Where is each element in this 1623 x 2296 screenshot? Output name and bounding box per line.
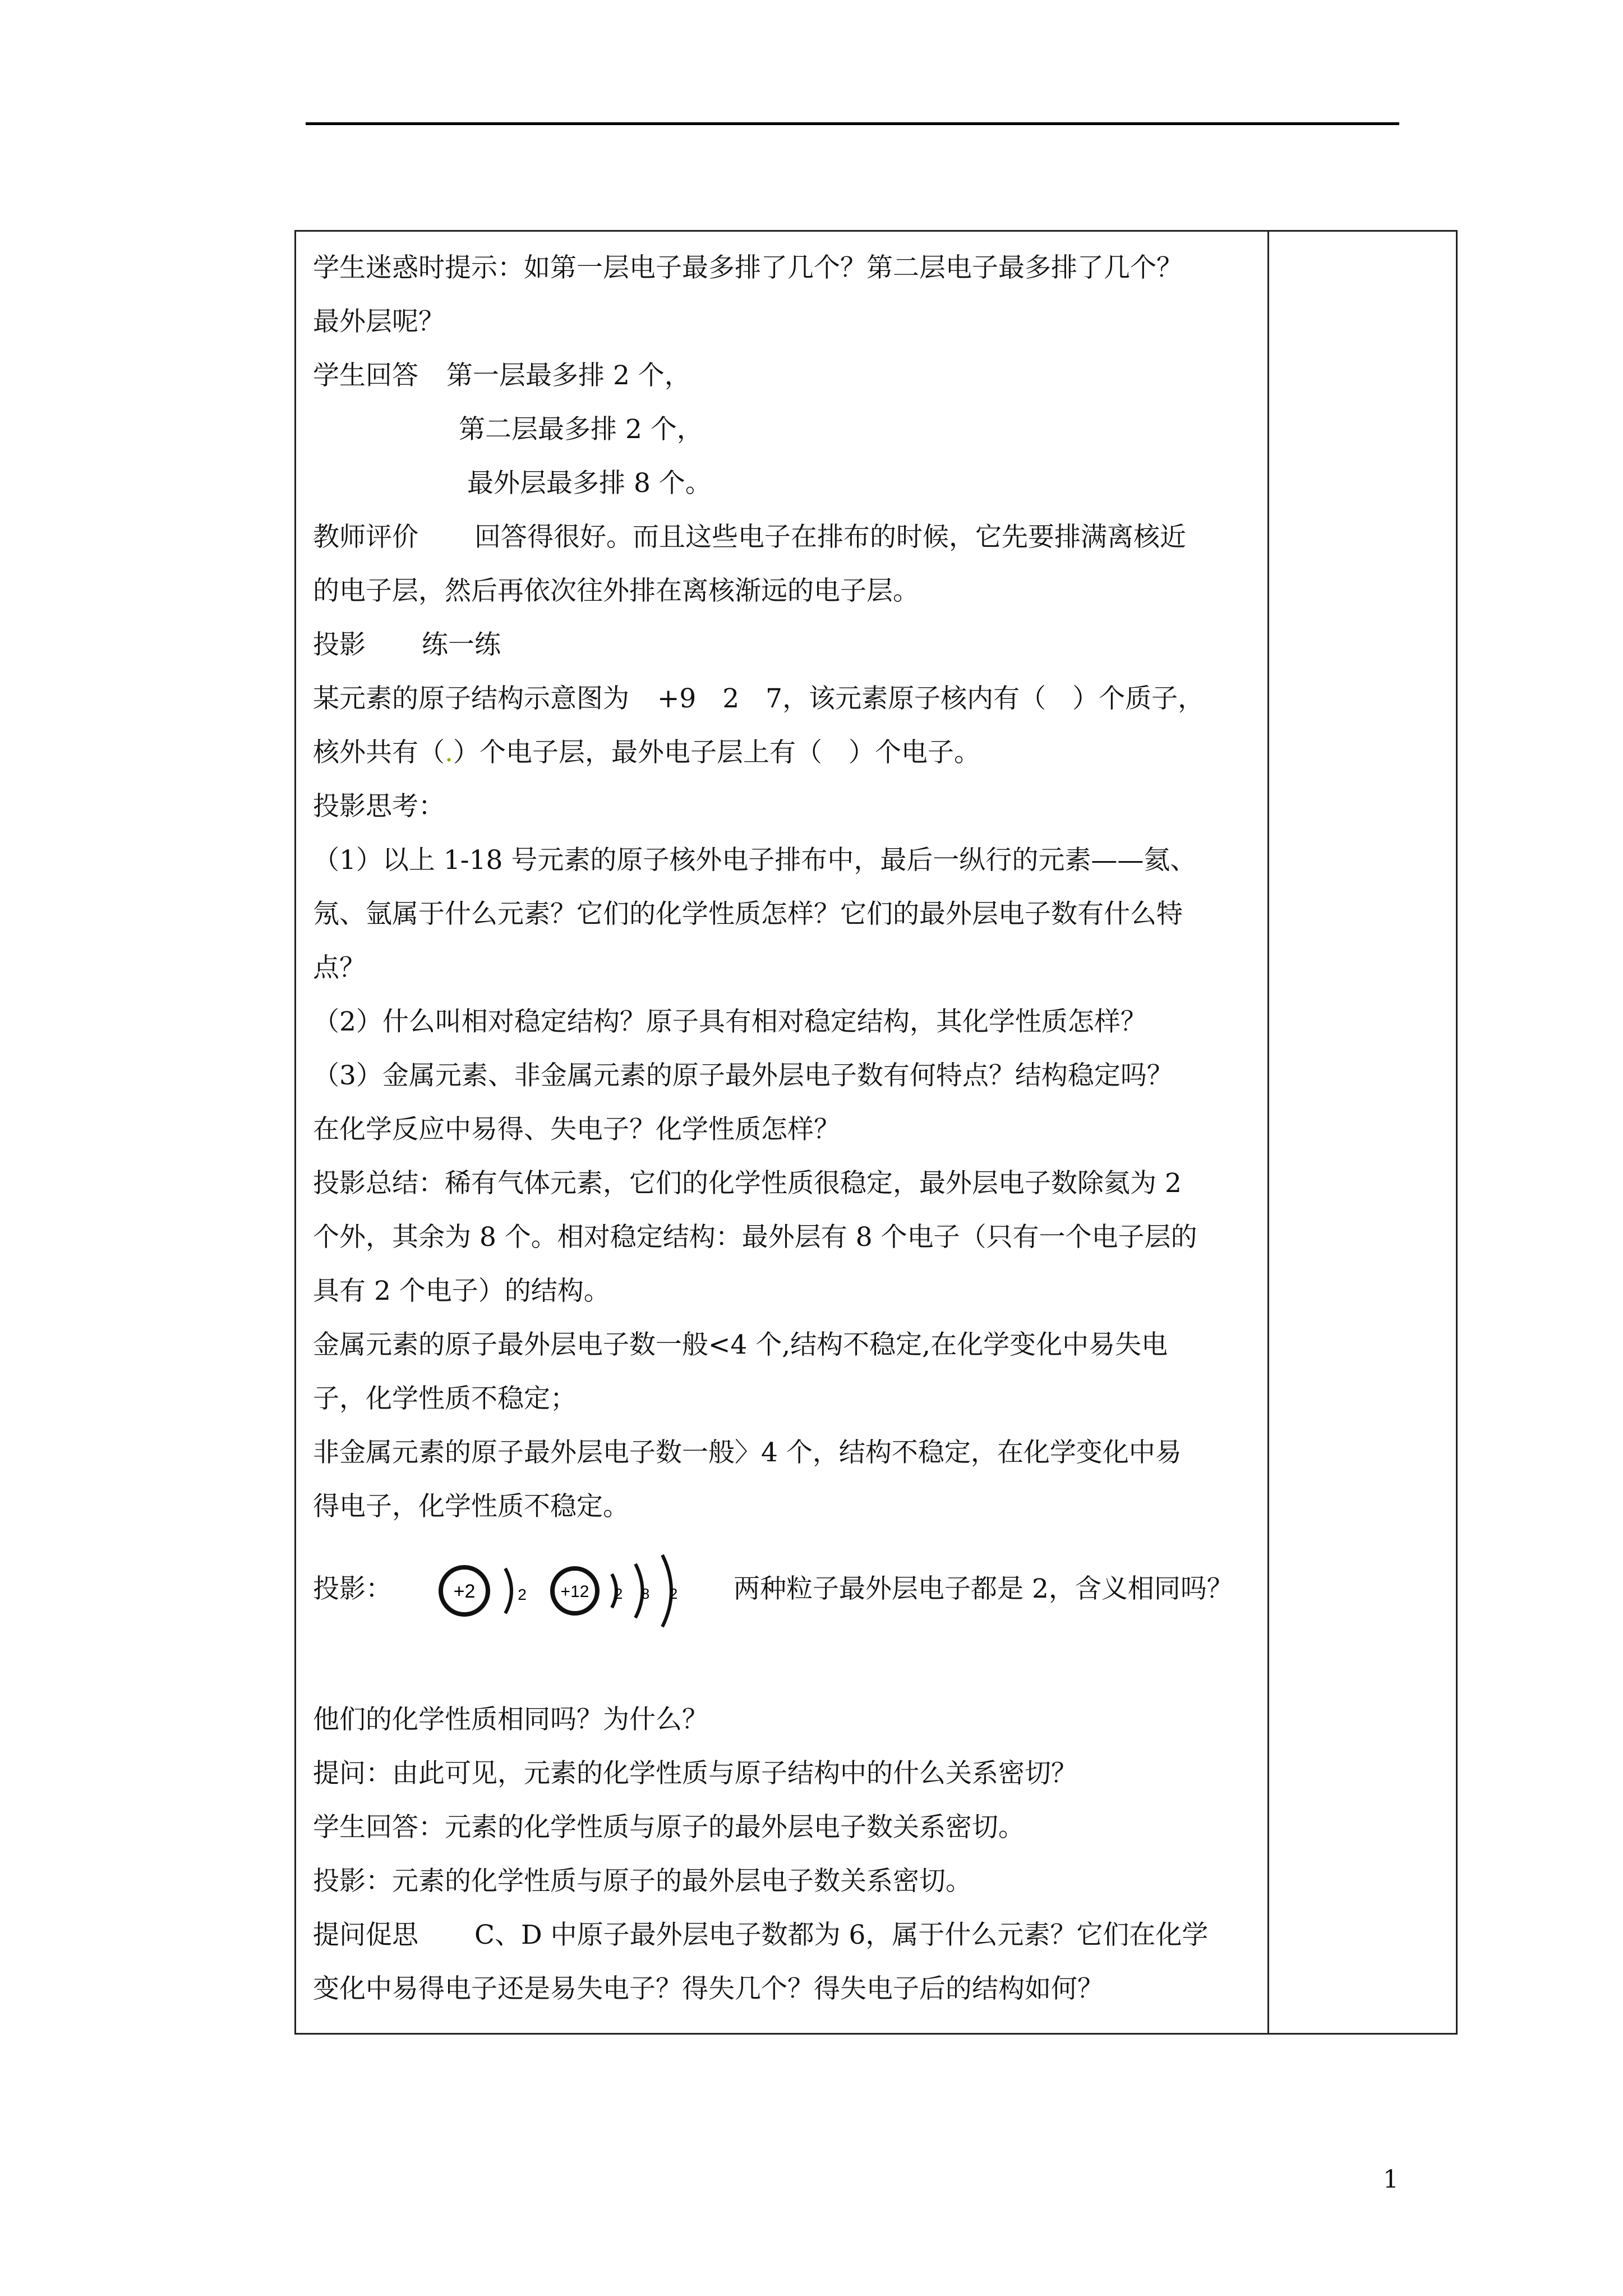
text-line: 最外层呢？	[313, 306, 445, 337]
text-line: 具有 2 个电子）的结构。	[313, 1276, 610, 1306]
question-text: 两种粒子最外层电子都是 2，含义相同吗？	[734, 1573, 1233, 1604]
lesson-content	[313, 241, 1261, 2016]
text-line: 学生回答：元素的化学性质与原子的最外层电子数关系密切。	[313, 1812, 1025, 1843]
text-line: 金属元素的原子最外层电子数一般<4 个,结构不稳定,在化学变化中易失电	[313, 1329, 1168, 1360]
text-line: 他们的化学性质相同吗？为什么？	[313, 1704, 708, 1735]
text-line: 提问：由此可见，元素的化学性质与原子结构中的什么关系密切？	[313, 1758, 1077, 1789]
text-line	[313, 349, 1261, 403]
comment-text: 回答得很好。而且这些电子在排布的时候，它先要排满离核近	[474, 522, 1186, 553]
text-line: 投影：元素的化学性质与原子的最外层电子数关系密切。	[313, 1866, 972, 1897]
text-line: 点？	[313, 953, 366, 983]
projection-diagram-line	[313, 1542, 1261, 1637]
projection-label: 投影：	[313, 1573, 392, 1604]
section-title: 练一练	[422, 629, 501, 660]
text-line: 学生迷惑时提示：如第一层电子最多排了几个？第二层电子最多排了几个？	[313, 252, 1183, 283]
text-line: 在化学反应中易得、失电子？化学性质怎样？	[313, 1114, 840, 1145]
text-line: （2）什么叫相对稳定结构？原子具有相对稳定结构，其化学性质怎样？	[313, 1006, 1147, 1037]
text-line: 非金属元素的原子最外层电子数一般〉4 个，结构不稳定，在化学变化中易	[313, 1437, 1182, 1468]
text-line: 第二层最多排 2 个，	[459, 414, 703, 445]
text-line	[313, 672, 1261, 726]
question-text: 某元素的原子结构示意图为	[313, 683, 629, 714]
nucleus-charge: +12	[560, 1582, 589, 1601]
text-line: 变化中易得电子还是易失电子？得失几个？得失电子后的结构如何？	[313, 1973, 1104, 2004]
atom-magnesium-diagram	[552, 1555, 677, 1627]
text-line	[313, 618, 1261, 672]
text-line: 氖、氩属于什么元素？它们的化学性质怎样？它们的最外层电子数有什么特	[313, 899, 1183, 930]
text-line: 最外层最多排 8 个。	[467, 468, 712, 499]
atomic-structure-notation: +9 2 7	[657, 683, 783, 714]
table-column-divider	[1267, 230, 1269, 2035]
shell-electron-count: 2	[518, 1586, 527, 1603]
shell-electron-count: 8	[641, 1585, 650, 1602]
atom-helium-diagram	[441, 1567, 527, 1614]
page-number: 1	[1383, 2165, 1399, 2194]
text-line: 子，化学性质不稳定；	[313, 1383, 577, 1414]
electron-shell-arc	[505, 1568, 511, 1613]
section-label: 投影	[313, 629, 366, 660]
section-label: 提问促思	[313, 1920, 418, 1950]
text-line: 投影总结：稀有气体元素，它们的化学性质很稳定，最外层电子数除氦为 2	[313, 1168, 1182, 1199]
question-text: C、D 中原子最外层电子数都为 6，属于什么元素？它们在化学	[474, 1920, 1209, 1950]
atomic-structure-diagram	[434, 1552, 714, 1630]
header-rule	[306, 122, 1399, 125]
answer-text: 第一层最多排 2 个，	[446, 360, 691, 391]
text-line	[313, 726, 1261, 780]
stray-mark: .	[445, 737, 453, 768]
shell-electron-count: 2	[614, 1585, 623, 1602]
text-line: （1）以上 1-18 号元素的原子核外电子排布中，最后一纵行的元素——氦、	[313, 845, 1197, 876]
shell-electron-count: 2	[669, 1585, 678, 1602]
text-line	[313, 1908, 1261, 1962]
question-text: 核外共有（	[313, 737, 445, 768]
text-line: （3）金属元素、非金属元素的原子最外层电子数有何特点？结构稳定吗？	[313, 1060, 1173, 1091]
question-text: ，该元素原子核内有（ ）个质子，	[782, 683, 1205, 714]
speaker-label: 学生回答	[313, 360, 418, 391]
text-line: 得电子，化学性质不稳定。	[313, 1491, 629, 1522]
text-line: 的电子层，然后再依次往外排在离核渐远的电子层。	[313, 576, 919, 606]
nucleus-charge: +2	[453, 1581, 476, 1602]
question-text: ）个电子层，最外电子层上有（ ）个电子。	[453, 737, 980, 768]
text-line: 个外，其余为 8 个。相对稳定结构：最外层有 8 个电子（只有一个电子层的	[313, 1222, 1197, 1253]
text-line: 投影思考：	[313, 791, 445, 822]
text-line	[313, 510, 1261, 564]
speaker-label: 教师评价	[313, 522, 418, 553]
